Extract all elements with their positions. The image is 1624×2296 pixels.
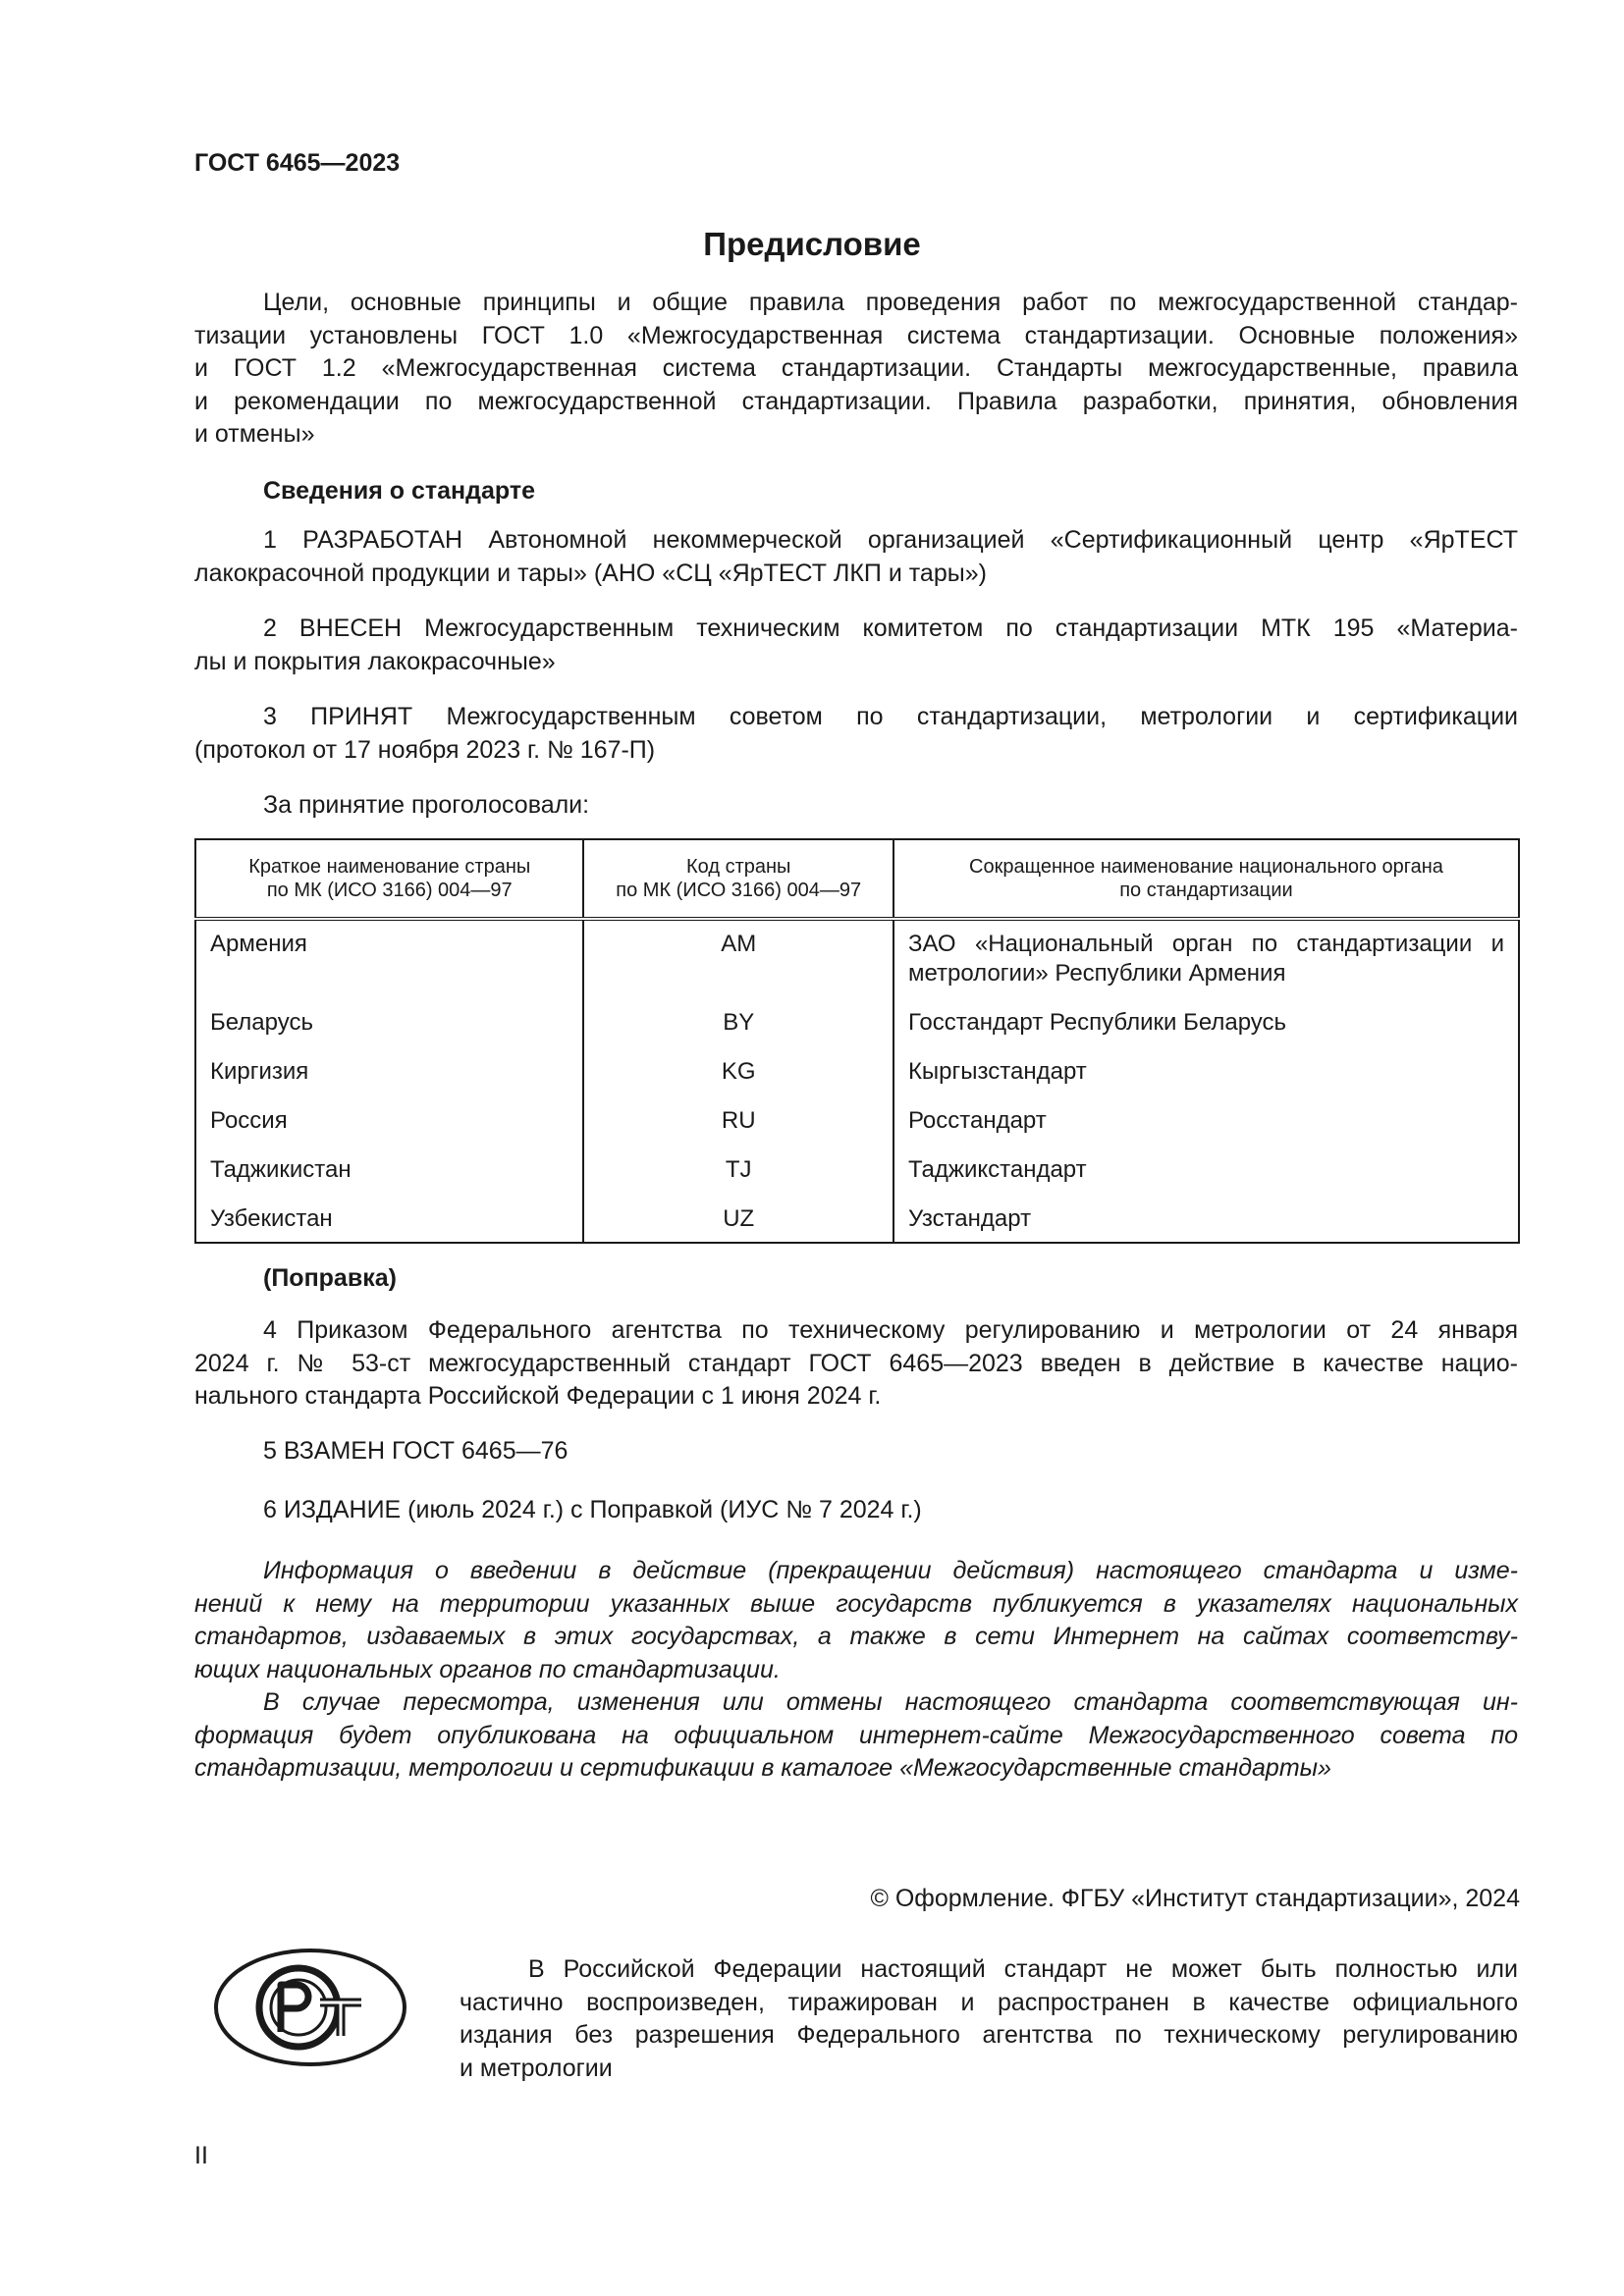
item-3-line: 3 ПРИНЯТ Межгосударственным советом по стандартизации, метрологии и сертификации — [263, 703, 1518, 730]
item-4-line: нального стандарта Российской Федерации с 1 июня 2024 г. — [194, 1382, 882, 1410]
column-header-line: Краткое наименование страны — [248, 856, 531, 878]
item-2-line: 2 ВНЕСЕН Межгосударственным техническим комитетом по стандартизации МТК 195 «Материа- — [263, 614, 1518, 642]
voters-table — [194, 838, 1520, 1244]
table-row — [195, 1106, 1519, 1155]
info-paragraph-1 — [194, 1555, 1518, 1686]
table-row — [195, 1008, 1519, 1057]
column-header-country — [195, 839, 583, 919]
cell-organ: Росстандарт — [893, 1106, 1519, 1155]
rights-line: частично воспроизведен, тиражирован и распространен в качестве официального — [460, 1988, 1518, 2016]
info-line: стандартизации, метрологии и сертификации в каталоге «Межгосударственные стандарты» — [194, 1754, 1331, 1782]
section-heading: Сведения о стандарте — [263, 477, 536, 505]
info-line: Информация о введении в действие (прекращении действия) настоящего стандарта и изме- — [263, 1557, 1518, 1584]
column-header-code — [583, 839, 893, 919]
item-2 — [194, 613, 1518, 678]
rights-line: и метрологии — [460, 2054, 613, 2082]
cell-organ: Таджикстандарт — [893, 1155, 1519, 1204]
info-paragraph-2 — [194, 1686, 1518, 1786]
cell-organ — [893, 919, 1519, 1008]
table-header-row — [195, 839, 1519, 919]
item-5: 5 ВЗАМЕН ГОСТ 6465—76 — [263, 1437, 568, 1465]
cell-country: Узбекистан — [195, 1204, 583, 1243]
cell-country: Таджикистан — [195, 1155, 583, 1204]
cell-code: RU — [583, 1106, 893, 1155]
page-title: Предисловие — [703, 226, 921, 262]
intro-line: и ГОСТ 1.2 «Межгосударственная система стандартизации. Стандарты межгосударственные, правила — [194, 354, 1518, 382]
cell-code: UZ — [583, 1204, 893, 1243]
info-line: формация будет опубликована на официальном интернет-сайте Межгосударственного совета по — [194, 1721, 1518, 1749]
item-1-line: 1 РАЗРАБОТАН Автономной некоммерческой организацией «Сертификационный центр «ЯрТЕСТ — [263, 526, 1518, 554]
intro-paragraph — [194, 287, 1518, 452]
item-6: 6 ИЗДАНИЕ (июль 2024 г.) с Поправкой (ИУС № 7 2024 г.) — [263, 1496, 922, 1523]
item-3 — [194, 701, 1518, 767]
table-row — [195, 1204, 1519, 1243]
cell-country: Киргизия — [195, 1057, 583, 1106]
cell-code: TJ — [583, 1155, 893, 1204]
item-4 — [194, 1314, 1518, 1414]
cell-code: BY — [583, 1008, 893, 1057]
cell-country: Россия — [195, 1106, 583, 1155]
intro-line: тизации установлены ГОСТ 1.0 «Межгосударственная система стандартизации. Основные положения» — [194, 321, 1518, 349]
cell-code: AM — [583, 919, 893, 1008]
column-header-organ — [893, 839, 1519, 919]
column-header-line: по МК (ИСО 3166) 004—97 — [616, 880, 862, 901]
voted-label: За принятие проголосовали: — [263, 791, 590, 819]
intro-line: Цели, основные принципы и общие правила проведения работ по межгосударственной стандар- — [263, 289, 1518, 316]
cell-organ: Узстандарт — [893, 1204, 1519, 1243]
table-row — [195, 1155, 1519, 1204]
rst-logo-icon — [212, 1946, 408, 2069]
rights-line: издания без разрешения Федерального агентства по техническому регулированию — [460, 2021, 1518, 2049]
cell-organ-line: ЗАО «Национальный орган по стандартизации и — [907, 931, 1504, 957]
intro-line: и рекомендации по межгосударственной стандартизации. Правила разработки, принятия, обновления — [194, 387, 1518, 415]
copyright-notice: © Оформление. ФГБУ «Институт стандартизации», 2024 — [870, 1885, 1520, 1912]
item-1-line: лакокрасочной продукции и тары» (АНО «СЦ «ЯрТЕСТ ЛКП и тары») — [194, 559, 987, 587]
cell-code: KG — [583, 1057, 893, 1106]
cell-country: Беларусь — [195, 1008, 583, 1057]
item-3-line: (протокол от 17 ноября 2023 г. № 167-П) — [194, 735, 656, 764]
info-line: нений к нему на территории указанных выше государств публикуется в указателях национальных — [194, 1589, 1518, 1618]
column-header-line: по МК (ИСО 3166) 004—97 — [266, 880, 513, 901]
info-line: В случае пересмотра, изменения или отмены настоящего стандарта соответствующая ин- — [263, 1688, 1518, 1716]
column-header-line: Код страны — [686, 856, 791, 878]
info-line: ющих национальных органов по стандартизации. — [194, 1655, 781, 1683]
cell-organ: Госстандарт Республики Беларусь — [893, 1008, 1519, 1057]
item-4-line: 2024 г. № 53-ст межгосударственный стандарт ГОСТ 6465—2023 введен в действие в качестве нацио- — [194, 1349, 1518, 1377]
item-4-line: 4 Приказом Федерального агентства по техническому регулированию и метрологии от 24 января — [263, 1316, 1518, 1344]
rights-line: В Российской Федерации настоящий стандарт не может быть полностью или — [528, 1955, 1518, 1983]
cell-organ-line: метрологии» Республики Армения — [907, 960, 1286, 987]
column-header-line: Сокращенное наименование национального органа — [969, 856, 1443, 878]
rights-notice — [460, 1953, 1518, 2085]
amendment-heading: (Поправка) — [263, 1264, 397, 1292]
item-1 — [194, 524, 1518, 590]
table-row — [195, 919, 1519, 1008]
page-number: II — [194, 2142, 208, 2169]
item-2-line: лы и покрытия лакокрасочные» — [194, 647, 556, 675]
rst-logo — [212, 1946, 408, 2069]
document-number: ГОСТ 6465—2023 — [194, 149, 401, 177]
table-row — [195, 1057, 1519, 1106]
column-header-line: по стандартизации — [1119, 880, 1293, 901]
intro-line: и отмены» — [194, 420, 315, 448]
cell-organ: Кыргызстандарт — [893, 1057, 1519, 1106]
cell-country: Армения — [195, 919, 583, 1008]
info-line: стандартов, издаваемых в этих государствах, а также в сети Интернет на сайтах соответству- — [194, 1623, 1518, 1650]
